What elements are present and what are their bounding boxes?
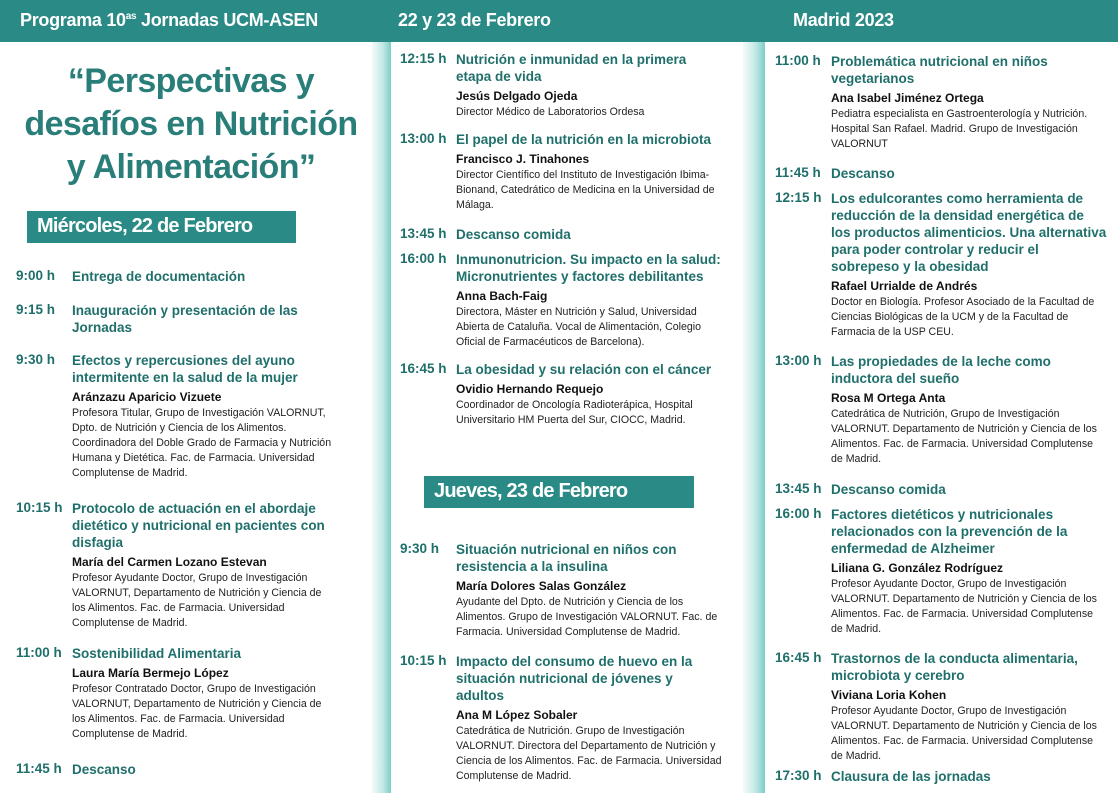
session-title: Entrega de documentación [72,269,246,284]
agenda-time: 17:30 h [775,768,822,783]
agenda-item [775,53,1107,152]
event-title-line-2: desafíos en Nutrición [24,105,358,143]
agenda-time: 12:15 h [400,51,447,66]
session-title: Descanso [72,762,136,777]
agenda-item [400,131,722,213]
session-title: La obesidad y su relación con el cáncer [456,362,712,377]
agenda-body [72,268,336,285]
agenda-time: 11:45 h [775,165,821,180]
session-title: Protocolo de actuación en el abordaje dietético y nutricional en pacientes con disfagia [72,501,325,550]
agenda-time: 11:45 h [16,761,62,776]
speaker-name: Liliana G. González Rodríguez [831,561,1004,575]
speaker-name: Jesús Delgado Ojeda [456,89,578,103]
agenda-item [16,352,336,481]
agenda-body [831,353,1107,467]
agenda-body [831,481,1107,498]
session-title: Los edulcorantes como herramienta de reducción de la densidad energética de los productos alimenticios. Una alternativa para poder controlar y reducir el sobrepeso y la obesidad [831,191,1107,274]
speaker-name: Ovidio Hernando Requejo [456,382,604,396]
agenda-body [456,226,722,243]
speaker-affiliation: Directora, Máster en Nutrición y Salud, Universidad Abierta de Cataluña. Vocal de Alimentación, Colegio Oficial de Farmacéuticos de Barcelona). [456,306,701,348]
agenda-time: 16:45 h [775,650,822,665]
speaker-affiliation: Director Médico de Laboratorios Ordesa [456,106,645,118]
speaker-affiliation: Catedrática de Nutrición, Grupo de Investigación VALORNUT. Departamento de Nutrición y Ciencia de los Alimentos. Fac. de Farmacia. Universidad Complutense de Madrid. [831,408,1097,465]
agenda-time: 13:45 h [400,226,447,241]
agenda-item [400,51,722,120]
header-program-superscript: as [125,11,137,22]
session-title: Efectos y repercusiones del ayuno intermitente en la salud de la mujer [72,353,298,385]
day-label-thursday: Jueves, 23 de Febrero [424,476,694,508]
speaker-name: Laura María Bermejo López [72,666,229,680]
agenda-time: 13:00 h [775,353,822,368]
session-title: Sostenibilidad Alimentaria [72,646,242,661]
session-title: Descanso comida [831,482,946,497]
speaker-name: Viviana Loria Kohen [831,688,947,702]
speaker-affiliation: Profesor Ayudante Doctor, Grupo de Investigación VALORNUT, Departamento de Nutrición y Ciencia de los Alimentos. Fac. de Farmacia. Universidad Complutense de Madrid. [72,572,322,629]
speaker-name: Anna Bach-Faig [456,289,548,303]
event-title [18,60,364,189]
agenda-time: 9:30 h [400,541,440,556]
session-title: Nutrición e inmunidad en la primera etapa de vida [456,52,687,84]
speaker-name: Rafael Urrialde de Andrés [831,279,978,293]
agenda-time: 9:30 h [16,352,56,367]
agenda-item [775,768,1107,785]
agenda-item [16,645,336,742]
agenda-body [831,506,1107,637]
agenda-item [775,165,1107,182]
header-dates: 22 y 23 de Febrero [398,10,551,30]
agenda-body [831,165,1107,182]
agenda-body [831,768,1107,785]
agenda-body [831,190,1107,340]
speaker-affiliation: Profesora Titular, Grupo de Investigación VALORNUT, Dpto. de Nutrición y Ciencia de los Alimentos. Coordinadora del Doble Grado de Farmacia y Nutrición Humana y Dietética. Fac. de Farmacia. Universidad Complutense de Madrid. [72,407,332,479]
speaker-name: Ana Isabel Jiménez Ortega [831,91,984,105]
speaker-affiliation: Director Científico del Instituto de Investigación Ibima-Bionand, Catedrático de Medicina en la Universidad de Málaga. [456,169,715,211]
session-title: Descanso comida [456,227,571,242]
speaker-affiliation: Profesor Ayudante Doctor, Grupo de Investigación VALORNUT. Departamento de Nutrición y Ciencia de los Alimentos. Fac. de Farmacia. Universidad Complutense de Madrid. [831,578,1097,635]
agenda-item [775,506,1107,637]
agenda-item [775,650,1107,764]
agenda-time: 16:00 h [400,251,447,266]
agenda-body [456,131,722,213]
agenda-time: 11:00 h [16,645,62,660]
agenda-body [831,650,1107,764]
speaker-name: Ana M López Sobaler [456,708,578,722]
agenda-body [456,251,722,350]
agenda-item [775,353,1107,467]
session-title: El papel de la nutrición en la microbiota [456,132,712,147]
speaker-affiliation: Ayudante del Dpto. de Nutrición y Ciencia de los Alimentos. Grupo de Investigación VALORNUT. Fac. de Farmacia. Universidad Complutense de Madrid. [456,596,718,638]
agenda-time: 13:45 h [775,481,822,496]
event-title-line-3: y Alimentación” [66,148,316,186]
agenda-time: 16:45 h [400,361,447,376]
agenda-body [456,541,722,640]
session-title: Problemática nutricional en niños vegetarianos [831,54,1048,86]
session-title: Clausura de las jornadas [831,769,991,784]
session-title: Situación nutricional en niños con resistencia a la insulina [456,542,677,574]
agenda-body [72,352,336,481]
session-title: Descanso [831,166,895,181]
header-program-text: Programa 10 [20,10,126,30]
agenda-item [775,481,1107,498]
session-title: Trastornos de la conducta alimentaria, microbiota y cerebro [831,651,1078,683]
agenda-item [400,541,722,640]
speaker-affiliation: Profesor Ayudante Doctor, Grupo de Investigación VALORNUT. Departamento de Nutrición y Ciencia de los Alimentos. Fac. de Farmacia. Universidad Complutense de Madrid. [831,705,1097,762]
agenda-body [456,51,722,120]
agenda-time: 11:00 h [775,53,821,68]
day-label-wednesday: Miércoles, 22 de Febrero [27,211,296,243]
agenda-item [16,302,336,336]
session-title: Factores dietéticos y nutricionales relacionados con la prevención de la enfermedad de Alzheimer [831,507,1068,556]
agenda-item [16,268,336,285]
speaker-name: Aránzazu Aparicio Vizuete [72,390,222,404]
agenda-time: 16:00 h [775,506,822,521]
header-program [20,10,318,31]
agenda-body [72,302,336,336]
session-title: Las propiedades de la leche como inductora del sueño [831,354,1051,386]
agenda-item [775,190,1107,340]
agenda-body [72,761,336,778]
header-program-suffix: Jornadas UCM-ASEN [136,10,318,30]
speaker-name: Francisco J. Tinahones [456,152,590,166]
agenda-body [72,645,336,742]
session-title: Inmunonutricion. Su impacto en la salud: Micronutrientes y factores debilitantes [456,252,721,284]
agenda-item [400,251,722,350]
agenda-item [400,653,722,784]
agenda-time: 12:15 h [775,190,822,205]
agenda-time: 10:15 h [400,653,447,668]
agenda-item [16,761,336,778]
agenda-body [456,653,722,784]
agenda-body [831,53,1107,152]
agenda-item [400,361,722,428]
speaker-affiliation: Doctor en Biología. Profesor Asociado de la Facultad de Ciencias Biológicas de la UCM y de la Facultad de Farmacia de la USP CEU. [831,296,1095,338]
fold-gutter-2 [743,42,765,793]
header-location: Madrid 2023 [793,10,894,30]
agenda-time: 9:00 h [16,268,56,283]
speaker-name: Rosa M Ortega Anta [831,391,946,405]
agenda-item [400,226,722,243]
speaker-affiliation: Coordinador de Oncología Radioterápica, Hospital Universitario HM Puerta del Sur, CIOCC, Madrid. [456,399,693,426]
agenda-time: 13:00 h [400,131,447,146]
session-title: Inauguración y presentación de las Jornadas [72,303,298,335]
speaker-name: María Dolores Salas González [456,579,627,593]
agenda-item [16,500,336,631]
fold-gutter-1 [372,42,391,793]
speaker-affiliation: Catedrática de Nutrición. Grupo de Investigación VALORNUT. Directora del Departamento de Nutrición y Ciencia de los Alimentos. Fac. de Farmacia. Universidad Complutense de Madrid. [456,725,722,782]
agenda-time: 10:15 h [16,500,63,515]
speaker-affiliation: Pediatra especialista en Gastroenterología y Nutrición. Hospital San Rafael. Madrid. Grupo de Investigación VALORNUT [831,108,1088,150]
session-title: Impacto del consumo de huevo en la situación nutricional de jóvenes y adultos [456,654,693,703]
event-title-line-1: “Perspectivas y [67,62,315,100]
speaker-name: María del Carmen Lozano Estevan [72,555,267,569]
agenda-body [72,500,336,631]
agenda-time: 9:15 h [16,302,56,317]
speaker-affiliation: Profesor Contratado Doctor, Grupo de Investigación VALORNUT, Departamento de Nutrición y Ciencia de los Alimentos. Fac. de Farmacia. Universidad Complutense de Madrid. [72,683,322,740]
agenda-body [456,361,722,428]
